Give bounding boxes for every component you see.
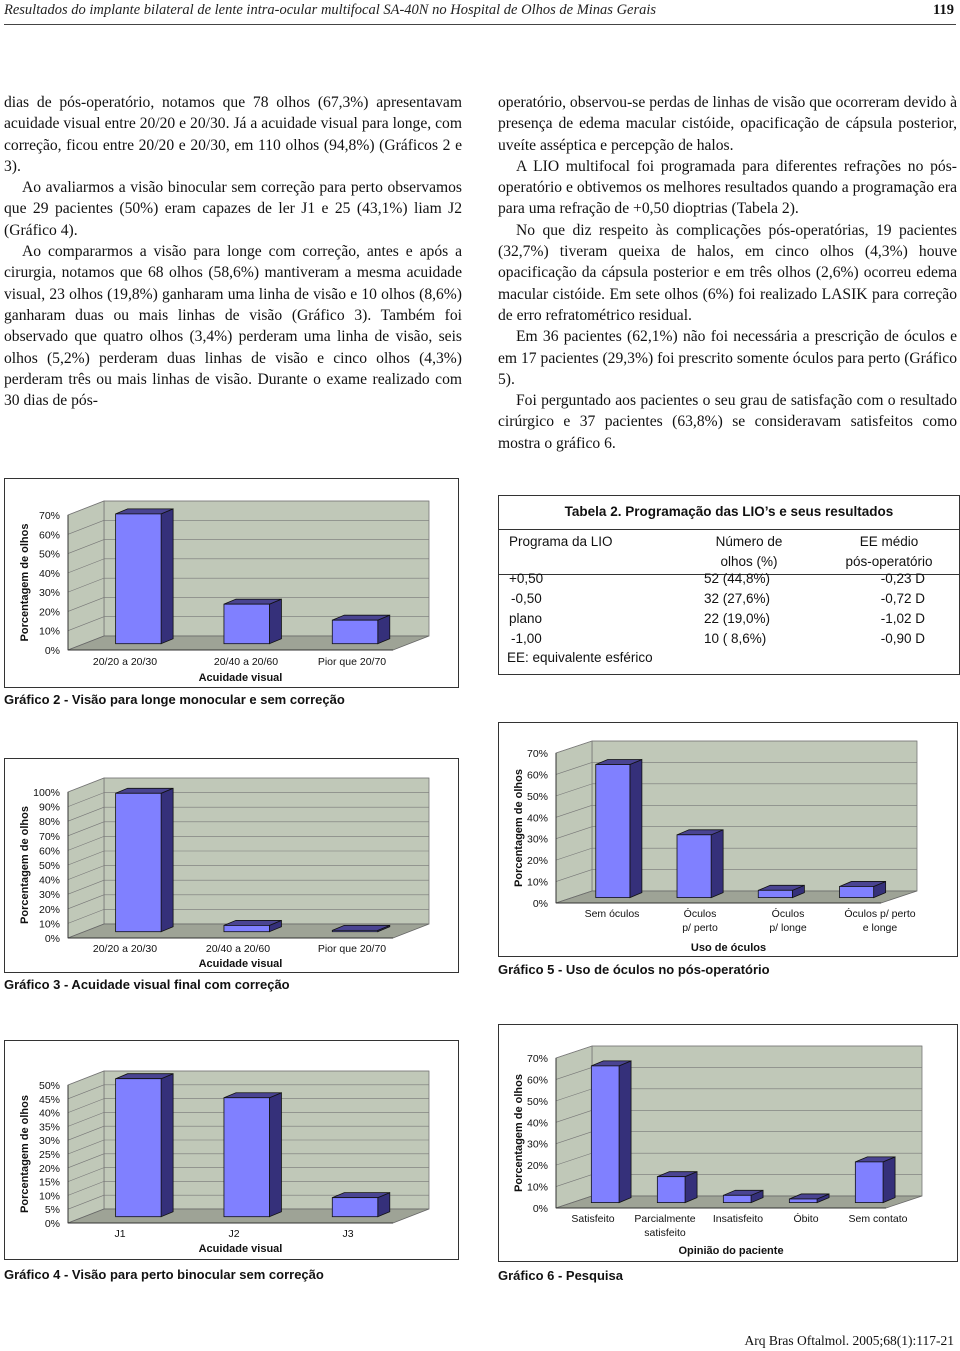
y-tick-label: 25% <box>38 1149 60 1161</box>
table-header-line: EE médio <box>859 534 919 549</box>
y-tick-label: 15% <box>38 1176 60 1189</box>
bar <box>332 620 378 644</box>
paragraph: Ao compararmos a visão para longe com correção, antes e após a cirurgia, notamos que 68 olhos (58,6%) mantiveram a mesma acuidade visual, 23 olhos (19,8%) ganharam uma linha de visão e 10 olhos (8,6%) ganharam duas ou mais linhas de visão (Gráfico 3). Também foi observado que quatro olhos (3,4%) perderam uma linha de visão, seis olhos (5,2%) perderam duas linhas de visão e cinco olhos (4,3%) perderam três ou mais linhas de visão. Durante o exame realizado com 30 dias de pós- <box>4 243 462 410</box>
y-tick-label: 40% <box>38 874 60 887</box>
y-tick-label: 0% <box>44 1218 60 1230</box>
bar-side <box>630 760 642 898</box>
bar <box>596 765 630 898</box>
table-cell: -1,02 D <box>880 611 925 626</box>
y-tick-label: 0% <box>532 898 548 910</box>
paragraph: Foi perguntado aos pacientes o seu grau de satisfação com o resultado cirúrgico e 37 pacientes (63,8%) se consideravam satisfeitos como mostra o gráfico 6. <box>498 392 957 452</box>
x-tick-label: 20/20 a 20/30 <box>92 943 158 955</box>
x-tick-label: p/ perto <box>682 922 718 934</box>
bar <box>657 1177 685 1203</box>
y-tick-label: 40% <box>526 812 548 825</box>
journal-footer: Arq Bras Oftalmol. 2005;68(1):117-21 <box>744 1333 954 1348</box>
x-axis-label: Acuidade visual <box>198 672 283 684</box>
table-header-cell <box>699 532 799 572</box>
y-tick-label: 80% <box>38 816 60 829</box>
bar-side <box>161 788 173 931</box>
y-tick-label: 40% <box>526 1117 548 1130</box>
paragraph: No que diz respeito às complicações pós-operatórias, 19 pacientes (32,7%) tiveram queixa de halos, em cinco olhos (4,3%) houve opacificação da cápsula posterior e em três olhos (2,6%) ocorreu edema macular cistóide. Em sete olhos (6%) foi realizado LASIK para correção de erro refratométrico residual. <box>498 221 957 324</box>
bar <box>116 793 162 931</box>
x-axis-label: Uso de óculos <box>690 942 767 954</box>
chart-grafico-5-svg <box>498 722 958 957</box>
table-cell: -0,72 D <box>880 591 925 606</box>
y-tick-label: 45% <box>38 1093 60 1106</box>
x-tick-label: J3 <box>342 1228 354 1240</box>
y-tick-label: 20% <box>526 855 548 868</box>
table-title: Tabela 2. Programação das LIO’s e seus resultados <box>564 504 894 519</box>
y-tick-label: 30% <box>38 889 60 902</box>
table-2 <box>498 495 960 675</box>
y-tick-label: 70% <box>38 510 60 522</box>
paragraph: operatório, observou-se perdas de linhas de visão que ocorreram devido à presença de edema macular cistóide, opacificação de cápsula posterior, uveíte asséptica e percepção de halos. <box>498 94 957 154</box>
chart-grafico-2-svg <box>4 478 459 688</box>
y-tick-label: 50% <box>38 1080 60 1092</box>
x-tick-label: 20/40 a 20/60 <box>205 943 271 955</box>
y-axis-label: Porcentagem de olhos <box>19 806 31 924</box>
x-tick-label: J1 <box>114 1228 126 1240</box>
table-cell: +0,50 <box>509 571 544 586</box>
y-tick-label: 0% <box>44 933 60 945</box>
table-header-cell <box>829 532 949 572</box>
bar-side <box>711 830 723 898</box>
y-tick-label: 30% <box>38 587 60 600</box>
page-number: 119 <box>933 2 954 18</box>
x-tick-label: Pior que 20/70 <box>317 656 387 668</box>
table-cell: 22 (19,0%) <box>704 611 771 626</box>
x-tick-label: p/ longe <box>769 922 807 934</box>
y-tick-label: 60% <box>38 529 60 542</box>
chart-side-wall <box>556 741 592 903</box>
table-cell: 52 (44,8%) <box>704 571 771 586</box>
bar <box>224 925 270 931</box>
bar-side <box>161 1074 173 1217</box>
y-axis-label: Porcentagem de olhos <box>19 523 31 642</box>
chart-caption-grafico-5: Gráfico 5 - Uso de óculos no pós-operatório <box>498 962 770 977</box>
y-tick-label: 30% <box>526 1138 548 1151</box>
chart-grafico-5 <box>498 722 958 957</box>
table-row <box>499 629 959 649</box>
header-rule <box>4 24 956 25</box>
chart-grafico-2 <box>4 478 459 688</box>
chart-grafico-3-svg <box>4 758 459 973</box>
y-tick-label: 30% <box>38 1135 60 1148</box>
left-column-text <box>4 92 462 411</box>
table-header-line: pós-operatório <box>845 554 933 569</box>
table-header-cell: Programa da LIO <box>509 534 613 549</box>
table-cell: -0,90 D <box>880 631 925 646</box>
table-footnote: EE: equivalente esférico <box>507 650 653 665</box>
chart-grafico-3 <box>4 758 459 973</box>
bar <box>224 1098 270 1217</box>
table-row <box>499 589 959 609</box>
y-tick-label: 50% <box>38 548 60 561</box>
bar-side <box>883 1157 895 1203</box>
table-row <box>499 569 959 589</box>
x-tick-label: 20/20 a 20/30 <box>92 656 158 668</box>
x-tick-label: Sem óculos <box>584 908 640 920</box>
y-tick-label: 0% <box>532 1203 548 1215</box>
bar <box>116 1079 162 1217</box>
chart-caption-grafico-2: Gráfico 2 - Visão para longe monocular e sem correção <box>4 692 345 707</box>
y-tick-label: 20% <box>38 606 60 619</box>
x-tick-label: Satisfeito <box>571 1213 615 1225</box>
bar-side <box>269 1093 281 1217</box>
bar <box>840 886 874 897</box>
chart-caption-grafico-3: Gráfico 3 - Acuidade visual final com correção <box>4 977 290 992</box>
chart-grafico-4 <box>4 1040 459 1260</box>
y-tick-label: 60% <box>526 1074 548 1087</box>
x-tick-label: Insatisfeito <box>712 1213 764 1225</box>
x-axis-label: Acuidade visual <box>198 1243 283 1255</box>
chart-caption-grafico-6: Gráfico 6 - Pesquisa <box>498 1268 623 1283</box>
table-header-line: Número de <box>715 534 783 549</box>
y-tick-label: 70% <box>526 748 548 760</box>
x-axis-label: Acuidade visual <box>198 958 283 970</box>
bar <box>723 1195 751 1202</box>
y-tick-label: 60% <box>38 845 60 858</box>
x-tick-label: Sem contato <box>848 1213 908 1225</box>
y-tick-label: 0% <box>44 645 60 657</box>
y-tick-label: 90% <box>38 801 60 814</box>
x-axis-label: Opinião do paciente <box>678 1245 784 1257</box>
table-row <box>499 609 959 629</box>
paragraph: Em 36 pacientes (62,1%) não foi necessária a prescrição de óculos e em 17 pacientes (29,3%) foi prescrito somente óculos para perto (Gráfico 5). <box>498 328 957 388</box>
y-tick-label: 100% <box>33 787 60 799</box>
chart-grafico-4-svg <box>4 1040 459 1260</box>
table-cell: -1,00 <box>511 631 542 646</box>
right-column-text <box>498 92 957 454</box>
y-tick-label: 50% <box>526 790 548 803</box>
chart-side-wall <box>556 1046 592 1208</box>
table-cell: -0,50 <box>511 591 542 606</box>
y-axis-label: Porcentagem de olhos <box>513 769 525 887</box>
y-tick-label: 10% <box>38 1190 60 1203</box>
bar <box>677 835 711 898</box>
table-cell: 32 (27,6%) <box>704 591 771 606</box>
x-tick-label: 20/40 a 20/60 <box>213 656 279 668</box>
bar-side <box>269 599 281 644</box>
y-tick-label: 50% <box>526 1095 548 1108</box>
x-tick-label: Óculos <box>683 908 717 920</box>
y-tick-label: 20% <box>38 1162 60 1175</box>
bar <box>855 1162 883 1203</box>
y-tick-label: 70% <box>38 830 60 843</box>
y-tick-label: 40% <box>38 567 60 580</box>
y-tick-label: 40% <box>38 1107 60 1120</box>
x-tick-label: satisfeito <box>644 1227 686 1239</box>
x-tick-label: J2 <box>228 1228 240 1240</box>
table-cell: -0,23 D <box>880 571 925 586</box>
table-cell: plano <box>509 611 543 626</box>
y-tick-label: 10% <box>38 625 60 638</box>
chart-grafico-6 <box>498 1024 958 1262</box>
y-tick-label: 70% <box>526 1053 548 1065</box>
y-axis-label: Porcentagem de olhos <box>19 1095 31 1213</box>
y-tick-label: 60% <box>526 769 548 782</box>
table-cell: 10 ( 8,6%) <box>704 631 767 646</box>
y-tick-label: 30% <box>526 833 548 846</box>
y-tick-label: 10% <box>526 1181 548 1194</box>
x-tick-label: e longe <box>862 922 898 934</box>
x-tick-label: Óculos p/ perto <box>844 908 916 920</box>
y-tick-label: 5% <box>44 1204 60 1217</box>
y-tick-label: 20% <box>526 1160 548 1173</box>
x-tick-label: Óculos <box>771 908 805 920</box>
bar <box>591 1066 619 1203</box>
paragraph: A LIO multifocal foi programada para diferentes refrações no pós-operatório e obtivemos os melhores resultados quando a programação era para uma refração de +0,50 dioptrias (Tabela 2). <box>498 157 957 218</box>
running-header <box>4 0 956 22</box>
x-tick-label: Pior que 20/70 <box>317 943 387 955</box>
running-title: Resultados do implante bilateral de lente intra-ocular multifocal SA-40N no Hospital de Olhos de Minas Gerais <box>4 2 657 18</box>
bar <box>224 604 270 644</box>
y-tick-label: 50% <box>38 860 60 872</box>
y-tick-label: 10% <box>526 876 548 889</box>
bar-side <box>619 1061 631 1203</box>
paragraph: Ao avaliarmos a visão binocular sem correção para perto observamos que 29 pacientes (50%) eram capazes de ler J1 e 25 (43,1%) liam J2 (Gráfico 4). <box>4 179 462 239</box>
bar <box>332 1198 378 1217</box>
y-tick-label: 10% <box>38 918 60 931</box>
y-tick-label: 20% <box>38 903 60 916</box>
chart-grafico-6-svg <box>498 1024 958 1262</box>
bar-side <box>161 509 173 644</box>
y-tick-label: 35% <box>38 1121 60 1134</box>
x-tick-label: Óbito <box>793 1213 819 1225</box>
bar <box>758 890 792 897</box>
chart-caption-grafico-4: Gráfico 4 - Visão para perto binocular sem correção <box>4 1267 324 1282</box>
chart-side-wall <box>68 501 104 650</box>
bar <box>116 514 162 644</box>
x-tick-label: Parcialmente <box>634 1213 696 1225</box>
paragraph: dias de pós-operatório, notamos que 78 olhos (67,3%) apresentavam acuidade visual entre 20/20 e 20/30. Já a acuidade visual para longe, com correção, ficou entre 20/20 e 20/30, em 110 olhos (94,8%) (Gráficos 2 e 3). <box>4 94 462 175</box>
table-header-line: olhos (%) <box>720 554 778 569</box>
y-axis-label: Porcentagem de olhos <box>513 1074 525 1192</box>
bar <box>789 1199 817 1203</box>
bar <box>332 930 378 931</box>
